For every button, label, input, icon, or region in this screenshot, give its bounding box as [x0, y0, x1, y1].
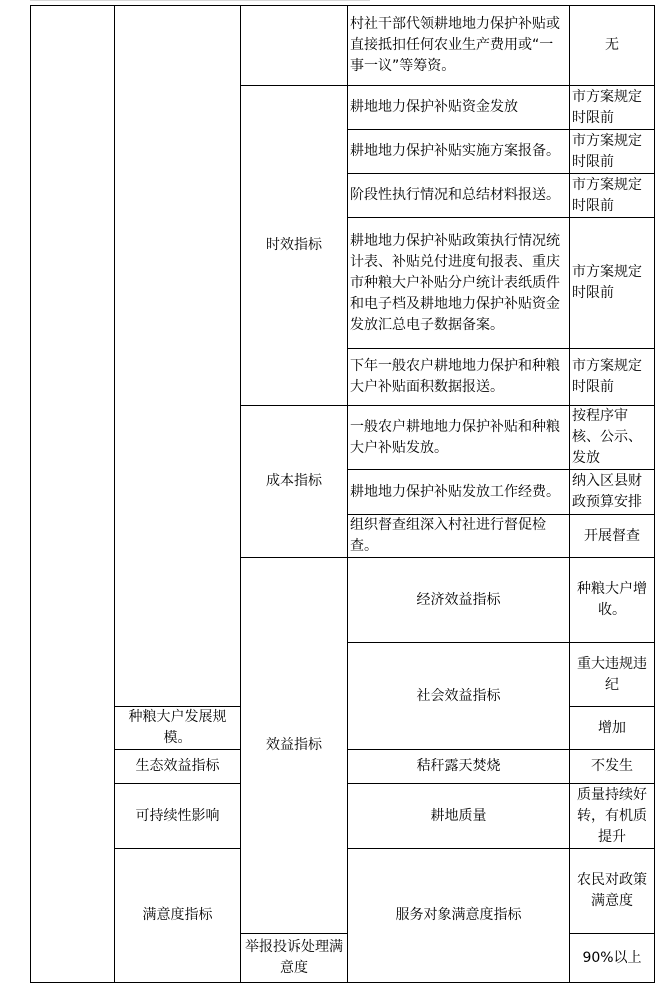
indicator-content: 农民对政策满意度 [570, 849, 655, 934]
indicator-value: 开展督查 [570, 515, 655, 558]
indicator-content: 种粮大户发展规模。 [115, 707, 241, 750]
benefit-indicator-label: 效益指标 [241, 558, 348, 934]
indicator-content: 下年一般农户耕地地力保护和种粮大户补贴面积数据报送。 [348, 349, 570, 406]
indicator-value: 质量持续好转，有机质提升 [570, 784, 655, 849]
indicator-value: 按程序审核、公示、发放 [570, 406, 655, 470]
satisfaction-indicator-label: 满意度指标 [115, 849, 241, 983]
indicator-value: 市方案规定时限前 [570, 130, 655, 174]
sustainable-impact-label: 可持续性影响 [115, 784, 241, 849]
indicator-value: 不发生 [570, 750, 655, 784]
indicator-value: 市方案规定时限前 [570, 174, 655, 218]
indicator-value: 市方案规定时限前 [570, 218, 655, 349]
indicator-value: 90%以上 [570, 934, 655, 983]
performance-indicator-table [30, 5, 655, 983]
service-satisfaction-label: 服务对象满意度指标 [348, 849, 570, 983]
indicator-value: 增加 [570, 707, 655, 750]
indicator-content: 耕地地力保护补贴发放工作经费。 [348, 470, 570, 515]
table-row [31, 6, 655, 86]
indicator-content: 组织督查组深入村社进行督促检查。 [348, 515, 570, 558]
indicator-content: 村社干部代领耕地地力保护补贴或直接抵扣任何农业生产费用或“一事一议”等筹资。 [348, 6, 570, 86]
indicator-value: 无 [570, 6, 655, 86]
timeliness-indicator-label: 时效指标 [241, 86, 348, 406]
indicator-content: 耕地地力保护补贴资金发放 [348, 86, 570, 130]
ecological-benefit-label: 生态效益指标 [115, 750, 241, 784]
indicator-value: 市方案规定时限前 [570, 349, 655, 406]
social-benefit-label: 社会效益指标 [348, 643, 570, 750]
cost-indicator-label: 成本指标 [241, 406, 348, 558]
page-top-border [30, 0, 370, 1]
level2-indicator-cell [115, 6, 241, 707]
indicator-content: 种粮大户增收。 [570, 558, 655, 643]
economic-benefit-label: 经济效益指标 [348, 558, 570, 643]
indicator-value: 市方案规定时限前 [570, 86, 655, 130]
level3-indicator-cell [241, 6, 348, 86]
indicator-content: 举报投诉处理满意度 [241, 934, 348, 983]
indicator-content: 耕地地力保护补贴政策执行情况统计表、补贴兑付进度旬报表、重庆市种粮大户补贴分户统计表纸质件和电子档及耕地地力保护补贴资金发放汇总电子数据备案。 [348, 218, 570, 349]
indicator-content: 秸秆露天焚烧 [348, 750, 570, 784]
indicator-content: 耕地质量 [348, 784, 570, 849]
indicator-value: 纳入区县财政预算安排 [570, 470, 655, 515]
indicator-content: 阶段性执行情况和总结材料报送。 [348, 174, 570, 218]
indicator-content: 一般农户耕地地力保护补贴和种粮大户补贴发放。 [348, 406, 570, 470]
indicator-content: 耕地地力保护补贴实施方案报备。 [348, 130, 570, 174]
indicator-content: 重大违规违纪 [570, 643, 655, 707]
